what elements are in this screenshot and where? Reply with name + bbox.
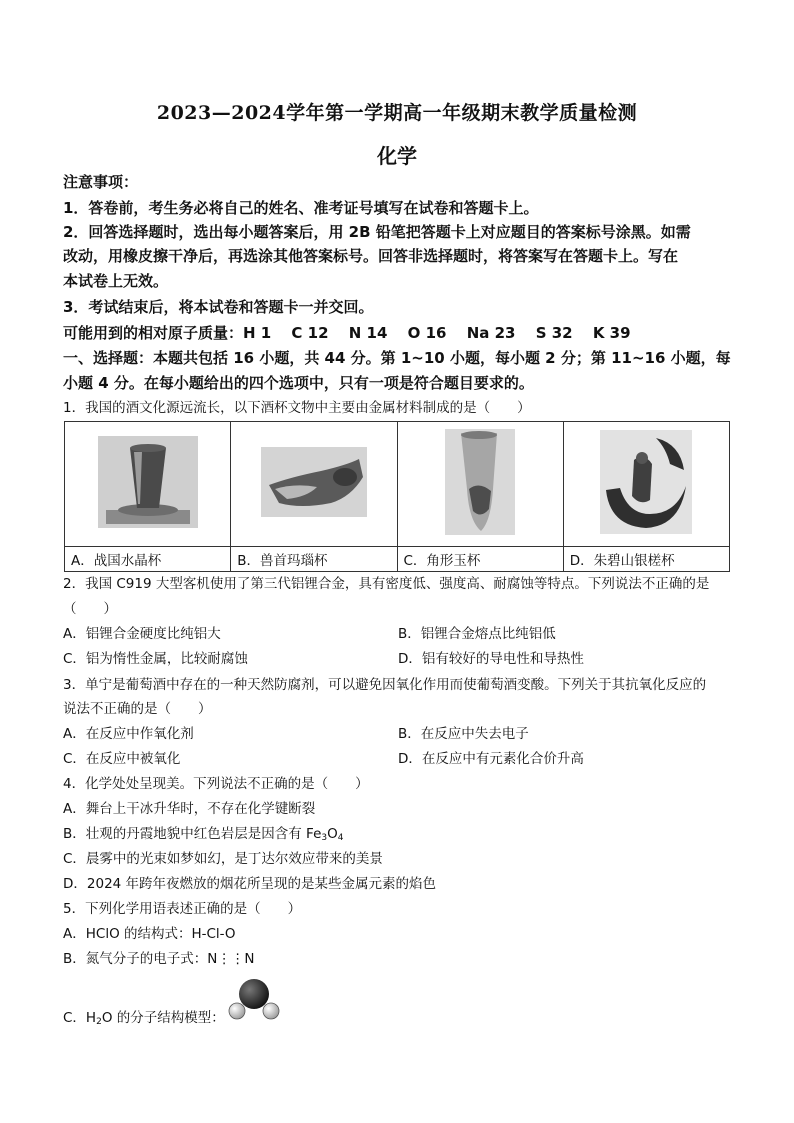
fe-subscript-3: 3 [321,833,328,843]
q5-option-c [63,1008,225,1032]
agate-cup-image [261,447,367,517]
q2-option-d: D．铝有较好的导电性和导热性 [398,651,584,667]
q3-stem-cont: 说法不正确的是（ ） [63,701,212,717]
water-molecule-model-icon [226,976,282,1024]
q1-stem: 1．我国的酒文化源远流长，以下酒杯文物中主要由金属材料制成的是（ ） [63,400,531,416]
silver-raft-cup-image [600,430,692,534]
q3-option-a: A．在反应中作氧化剂 [63,726,194,742]
q5-option-c-text: O 的分子结构模型： [101,1010,225,1026]
q5-option-c-h: C．H [63,1010,97,1026]
q2-option-b: B．铝锂合金熔点比纯铝低 [398,626,556,642]
q5-option-b: B．氮气分子的电子式：N⋮⋮N [63,951,255,967]
q1-option-d: D．朱碧山银槎杯 [563,547,729,572]
exam-title: 2023—2024学年第一学期高一年级期末教学质量检测 [156,102,638,124]
notice-item-2: 2．回答选择题时，选出每小题答案后，用 2B 铅笔把答题卡上对应题目的答案标号涂黑。如需 [63,223,691,241]
q1-image-table [64,421,730,572]
q3-stem: 3．单宁是葡萄酒中存在的一种天然防腐剂，可以避免因氧化作用而使葡萄酒变酸。下列关于其抗氧化反应的 [63,677,707,693]
q2-stem: 2．我国 C919 大型客机使用了第三代铝锂合金，具有密度低、强度高、耐腐蚀等特点。下列说法不正确的是 [63,576,710,592]
q1-option-b: B．兽首玛瑙杯 [231,547,397,572]
q2-option-a: A．铝锂合金硬度比纯铝大 [63,626,221,642]
q3-option-d: D．在反应中有元素化合价升高 [398,751,584,767]
q1-option-c: C．角形玉杯 [397,547,563,572]
q4-option-d: D．2024 年跨年夜燃放的烟花所呈现的是某些金属元素的焰色 [63,876,437,892]
notice-item-3: 3．考试结束后，将本试卷和答题卡一并交回。 [63,298,374,316]
notice-heading: 注意事项： [63,173,139,191]
q2-stem-cont: （ ） [63,601,117,617]
notice-item-2-end: 本试卷上无效。 [63,272,169,290]
fe-oxygen: O [327,826,338,842]
notice-item-2-cont: 改动，用橡皮擦干净后，再选涂其他答案标号。回答非选择题时，将答案写在答题卡上。写在 [63,247,679,265]
section-1-heading-cont: 小题 4 分。在每小题给出的四个选项中，只有一项是符合题目要求的。 [63,374,534,392]
q3-option-c: C．在反应中被氧化 [63,751,181,767]
h2o-subscript: 2 [96,1017,102,1027]
q1-option-a: A．战国水晶杯 [65,547,231,572]
q4-option-a: A．舞台上干冰升华时，不存在化学键断裂 [63,801,316,817]
q4-option-c: C．晨雾中的光束如梦如幻，是丁达尔效应带来的美景 [63,851,383,867]
q2-option-c: C．铝为惰性金属，比较耐腐蚀 [63,651,248,667]
atomic-masses: 可能用到的相对原子质量：H 1 C 12 N 14 O 16 Na 23 S 32 K 39 [63,324,631,342]
section-1-heading: 一、选择题：本题共包括 16 小题，共 44 分。第 1~10 小题，每小题 2 分；第 11~16 小题，每 [63,349,731,367]
notice-item-1: 1．答卷前，考生务必将自己的姓名、准考证号填写在试卷和答题卡上。 [63,199,539,217]
q5-stem: 5．下列化学用语表述正确的是（ ） [63,901,302,917]
fe-subscript-4: 4 [337,833,344,843]
q3-option-b: B．在反应中失去电子 [398,726,529,742]
q4-stem: 4．化学处处呈现美。下列说法不正确的是（ ） [63,776,369,792]
q4-option-b [63,824,344,848]
horn-jade-cup-image [445,429,515,535]
q4-option-b-text: B．壮观的丹霞地貌中红色岩层是因含有 Fe [63,826,322,842]
q5-option-a: A．HClO 的结构式：H-Cl-O [63,926,236,942]
crystal-cup-image [98,436,198,528]
subject-title: 化学 [377,144,417,168]
